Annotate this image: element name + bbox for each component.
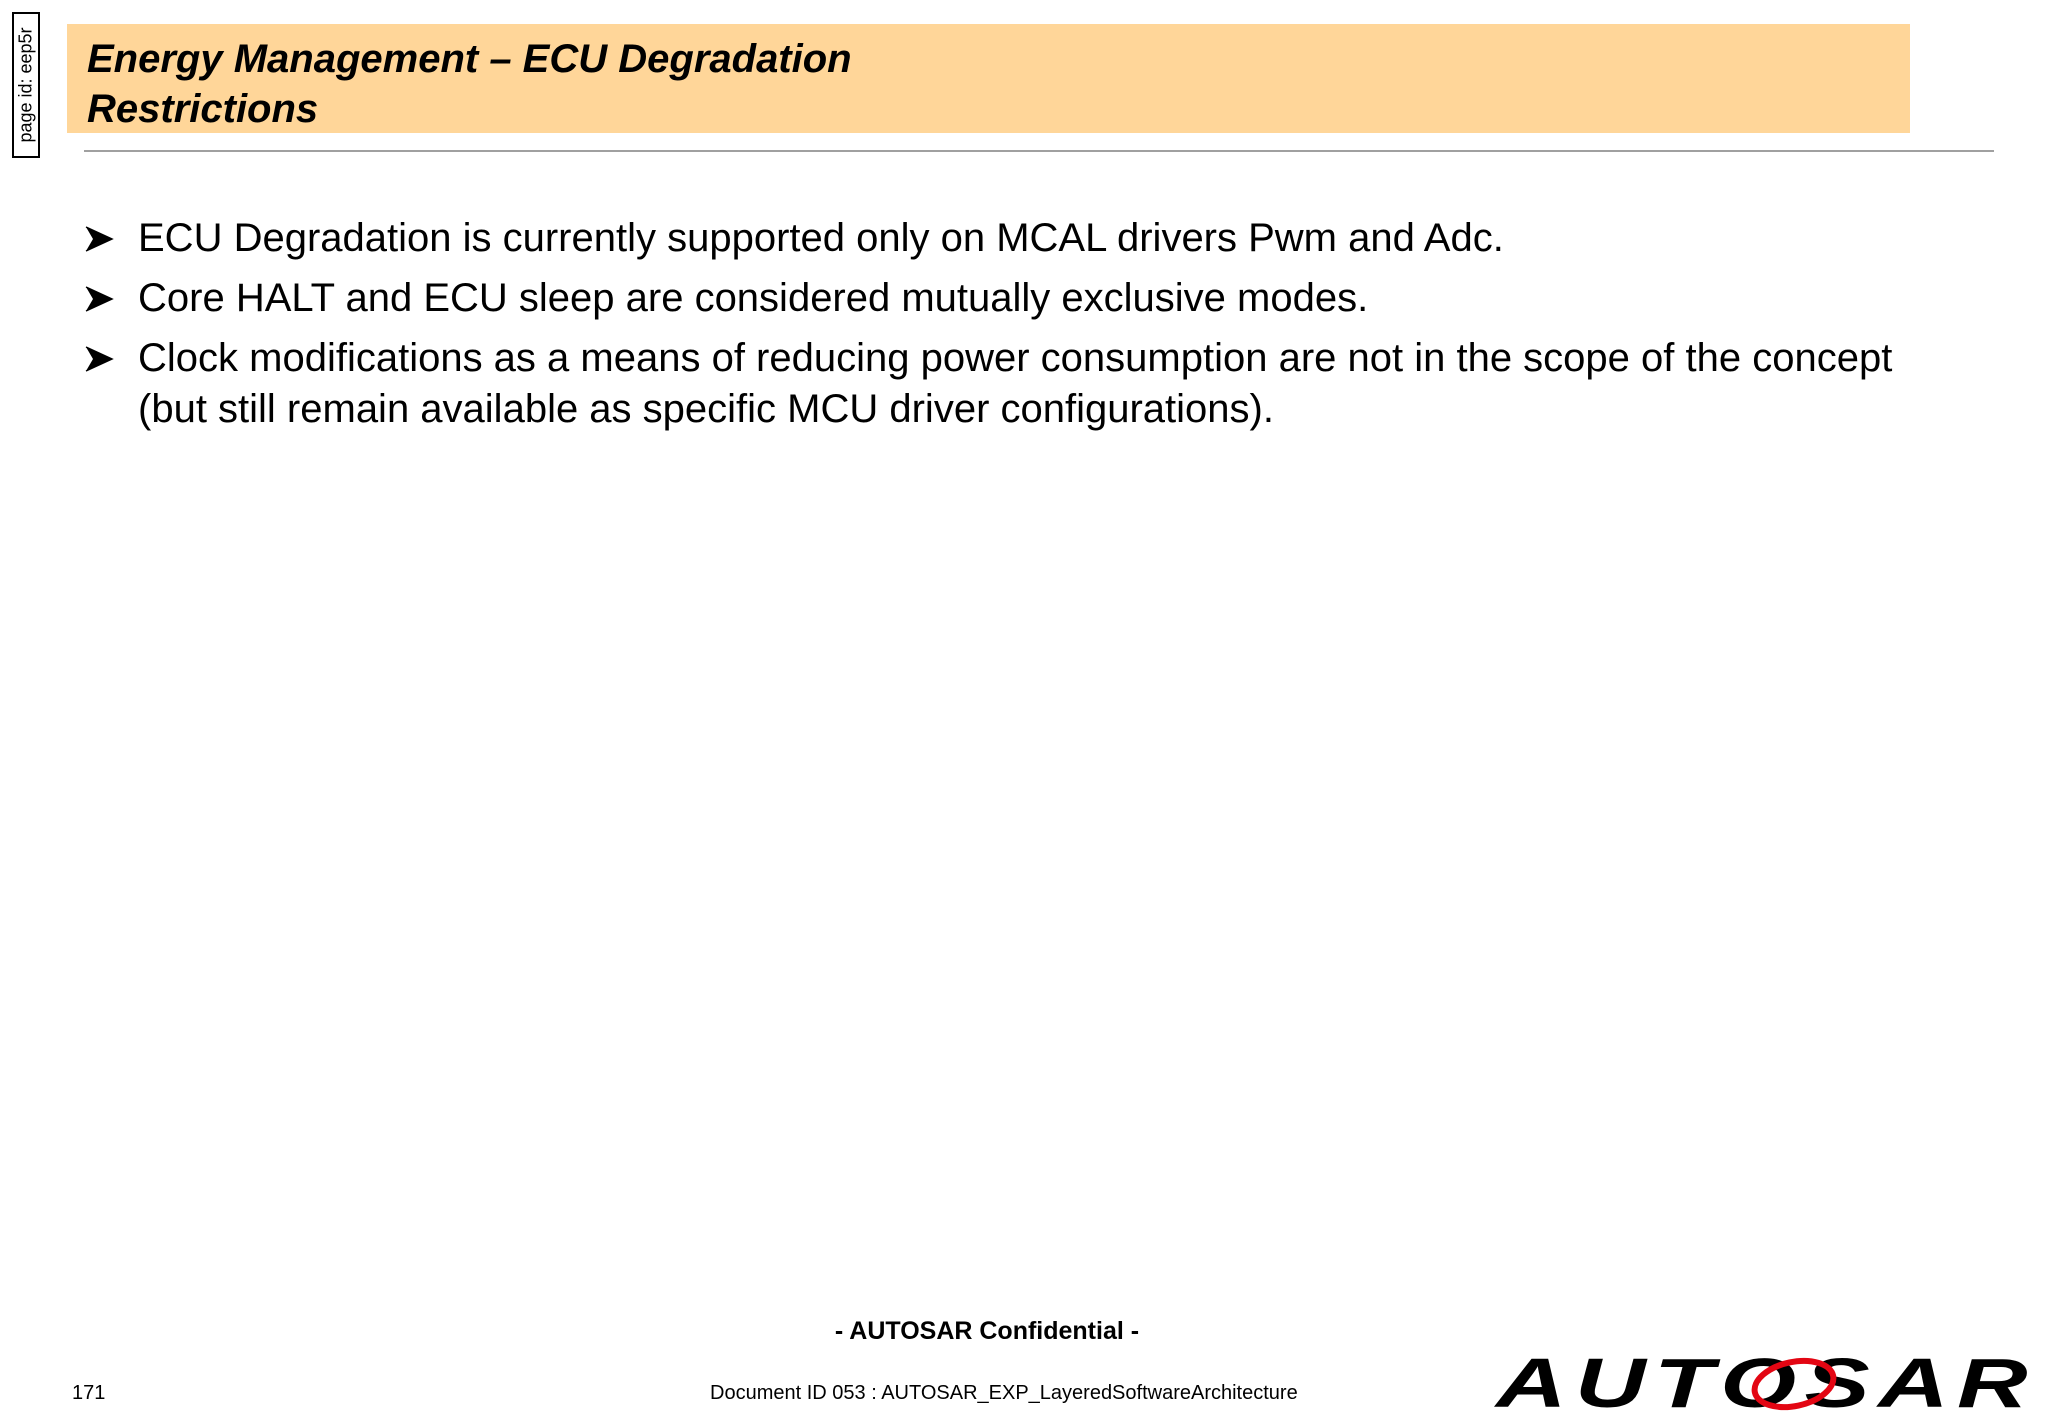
bullet-text: ECU Degradation is currently supported only on MCAL drivers Pwm and Adc. <box>138 216 1504 260</box>
page-title-line-2: Restrictions <box>87 87 319 131</box>
bullet-text: Clock modifications as a means of reducing power consumption are not in the scope of the concept (but still remain available as specific MCU driver configurations). <box>138 336 1893 431</box>
bullet-item <box>84 213 1924 264</box>
title-bar <box>67 24 1910 133</box>
logo-wordmark: AUTOSAR <box>1493 1352 2036 1412</box>
bullet-item <box>84 273 1924 324</box>
title-divider <box>84 150 1994 152</box>
arrow-bullet-icon <box>84 344 114 374</box>
arrow-bullet-icon <box>84 224 114 254</box>
page-number: 171 <box>72 1382 106 1404</box>
document-id: Document ID 053 : AUTOSAR_EXP_LayeredSoftwareArchitecture <box>710 1382 1298 1404</box>
page-id-text: page id: eep5r <box>16 27 36 143</box>
bullet-text: Core HALT and ECU sleep are considered mutually exclusive modes. <box>138 276 1369 320</box>
page-id-label <box>12 12 40 158</box>
bullet-list <box>84 213 1924 444</box>
confidential-notice: - AUTOSAR Confidential - <box>834 1317 1140 1345</box>
autosar-logo <box>1492 1352 2040 1412</box>
page-title-line-1: Energy Management – ECU Degradation <box>87 37 852 81</box>
bullet-item <box>84 333 1924 435</box>
page-title <box>87 34 1910 134</box>
arrow-bullet-icon <box>84 284 114 314</box>
